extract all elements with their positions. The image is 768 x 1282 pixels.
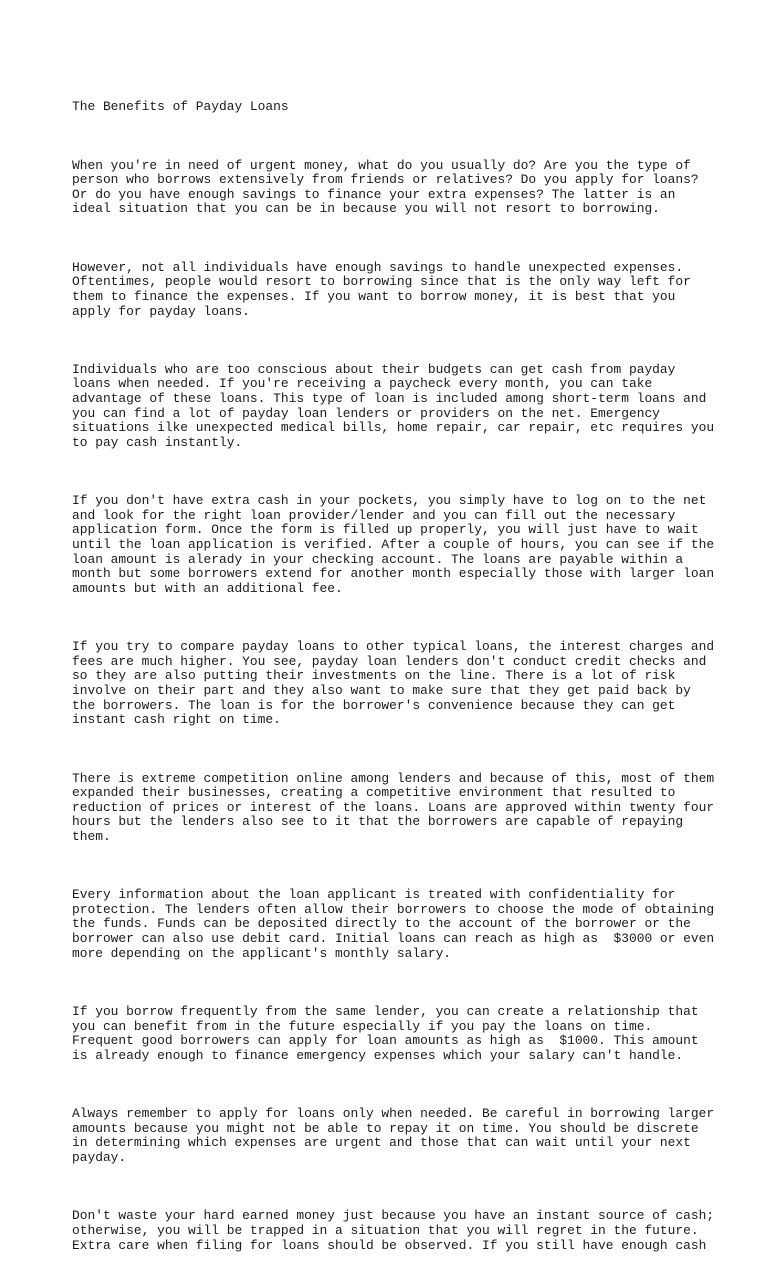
paragraph: If you borrow frequently from the same lender, you can create a relationship that you can benefit from in the future especially if you pay the loans on time. Frequent good borrowers can apply for loan amounts as high as $1000. This amount is already enough to finance emergency expenses which your salary can't handle. bbox=[72, 1004, 699, 1063]
paragraph: When you're in need of urgent money, what do you usually do? Are you the type of person who borrows extensively from friends or relatives? Do you apply for loans? Or do you have enough savings to finance your extra expenses? The latter is an ideal situation that you can be in because you will not resort to borrowing. bbox=[72, 157, 699, 217]
document-title: The Benefits of Payday Loans bbox=[72, 99, 289, 115]
paragraph: However, not all individuals have enough savings to handle unexpected expenses. Oftentimes, people would resort to borrowing since that is the only way left for them to finance the expenses. If you want to borrow money, it is best that you apply for payday loans. bbox=[72, 259, 691, 319]
paragraph: There is extreme competition online among lenders and because of this, most of them expanded their businesses, creating a competitive environment that resulted to reduction of prices or interest of the loans. Loans are approved within twenty four hours but the lenders also see to it that the borrowers are capable of repaying them. bbox=[72, 770, 715, 844]
paragraph: Don't waste your hard earned money just because you have an instant source of cash; otherwise, you will be trapped in a situation that you will regret in the future. Extra care when filing for loans should be observed. If you still have enough cash bbox=[72, 1208, 715, 1253]
paragraph: Every information about the loan applicant is treated with confidentiality for protection. The lenders often allow their borrowers to choose the mode of obtaining the funds. Funds can be deposited directly to the account of the borrower or the borrower can also use debit card. Initial loans can reach as high as $3000 or even more depending on the applicant's monthly salary. bbox=[72, 887, 715, 961]
paragraph: Individuals who are too conscious about their budgets can get cash from payday loans when needed. If you're receiving a paycheck every month, you can take advantage of these loans. This type of loan is included among short-term loans and you can find a lot of payday loan lenders or providers on the net. Emergency situations ilke unexpected medical bills, home repair, car repair, etc requires you to pay cash instantly. bbox=[72, 361, 715, 450]
paragraph: If you don't have extra cash in your pockets, you simply have to log on to the net and look for the right loan provider/lender and you can fill out the necessary application form. Once the form is filled up properly, you will just have to wait until the loan application is verified. After a couple of hours, you can see if the loan amount is alerady in your checking account. The loans are payable within a month but some borrowers extend for another month especially those with larger loan amounts but with an additional fee. bbox=[72, 493, 715, 596]
document-page bbox=[72, 71, 715, 1282]
paragraph: If you try to compare payday loans to other typical loans, the interest charges and fees are much higher. You see, payday loan lenders don't conduct credit checks and so they are also putting their investments on the line. There is a lot of risk involve on their part and they also want to make sure that they get paid back by the borrowers. The loan is for the borrower's convenience because they can get instant cash right on time. bbox=[72, 639, 715, 728]
paragraph: Always remember to apply for loans only when needed. Be careful in borrowing larger amounts because you might not be able to repay it on time. You should be discrete in determining which expenses are urgent and those that can wait until your next payday. bbox=[72, 1106, 715, 1165]
